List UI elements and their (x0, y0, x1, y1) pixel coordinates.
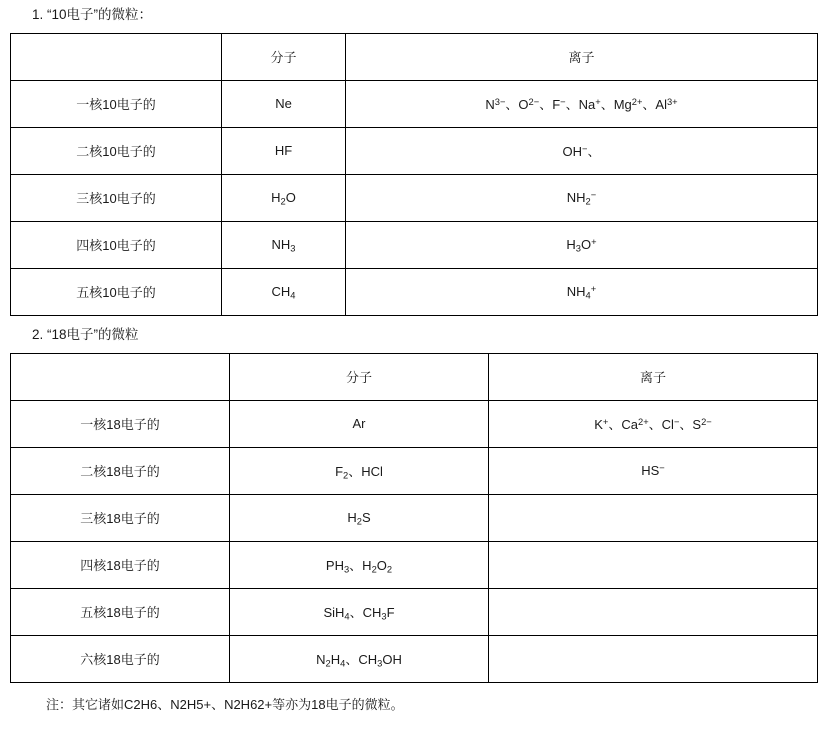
table-row (11, 174, 818, 221)
row-ion: OH−、 (346, 127, 818, 174)
row-label: 三核18电子的 (11, 494, 230, 541)
row-ion: K+、$Ca^{2+}$、Cl−、$S^{2-}$ (489, 400, 818, 447)
table-row (11, 588, 818, 635)
row-molecule: $PH_3$、$H_2O_2$ (230, 541, 489, 588)
row-molecule: $CH_4$ (222, 268, 346, 315)
header-molecule: 分子 (222, 33, 346, 80)
row-label: 二核18电子的 (11, 447, 230, 494)
table-row (11, 400, 818, 447)
row-molecule: $H_2O$ (222, 174, 346, 221)
row-molecule: $H_2S$ (230, 494, 489, 541)
table-row (11, 80, 818, 127)
table-row (11, 127, 818, 174)
table-row (11, 447, 818, 494)
row-label: 二核10电子的 (11, 127, 222, 174)
row-molecule: $F_2$、HCl (230, 447, 489, 494)
footnote: 注：其它诸如C2H6、N2H5+、N2H62+等亦为18电子的微粒。 (46, 696, 404, 712)
row-ion (489, 541, 818, 588)
row-label: 五核10电子的 (11, 268, 222, 315)
row-molecule: HF (222, 127, 346, 174)
table-row (11, 494, 818, 541)
row-label: 五核18电子的 (11, 588, 230, 635)
table-row (11, 635, 818, 682)
row-label: 一核10电子的 (11, 80, 222, 127)
table-row (11, 221, 818, 268)
row-label: 一核18电子的 (11, 400, 230, 447)
row-label: 四核10电子的 (11, 221, 222, 268)
row-ion (489, 588, 818, 635)
row-ion (489, 635, 818, 682)
row-molecule: Ne (222, 80, 346, 127)
row-ion: $N^{3-}$、$O^{2-}$、F−、Na+、$Mg^{2+}$、$Al^{3+}$ (346, 80, 818, 127)
header-empty (11, 33, 222, 80)
section-1-title: 1. “10电子”的微粒： (32, 7, 153, 22)
row-molecule: $N_2H_4$、$CH_3OH$ (230, 635, 489, 682)
row-label: 三核10电子的 (11, 174, 222, 221)
row-ion: HS− (489, 447, 818, 494)
section-2-title: 2. “18电子”的微粒 (32, 326, 139, 342)
row-molecule: Ar (230, 400, 489, 447)
table-row (11, 268, 818, 315)
ten-electron-table (10, 33, 818, 316)
row-ion: $H_3O^+$ (346, 221, 818, 268)
table-header-row (11, 353, 818, 400)
header-empty (11, 353, 230, 400)
row-molecule: $NH_3$ (222, 221, 346, 268)
header-molecule: 分子 (230, 353, 489, 400)
row-ion: $NH_2^-$ (346, 174, 818, 221)
row-ion: $NH_4^+$ (346, 268, 818, 315)
header-ion: 离子 (346, 33, 818, 80)
row-label: 六核18电子的 (11, 635, 230, 682)
row-ion (489, 494, 818, 541)
row-label: 四核18电子的 (11, 541, 230, 588)
eighteen-electron-table (10, 353, 818, 683)
table-row (11, 541, 818, 588)
header-ion: 离子 (489, 353, 818, 400)
row-molecule: SiH$_4$、$CH_3F$ (230, 588, 489, 635)
table-header-row (11, 33, 818, 80)
